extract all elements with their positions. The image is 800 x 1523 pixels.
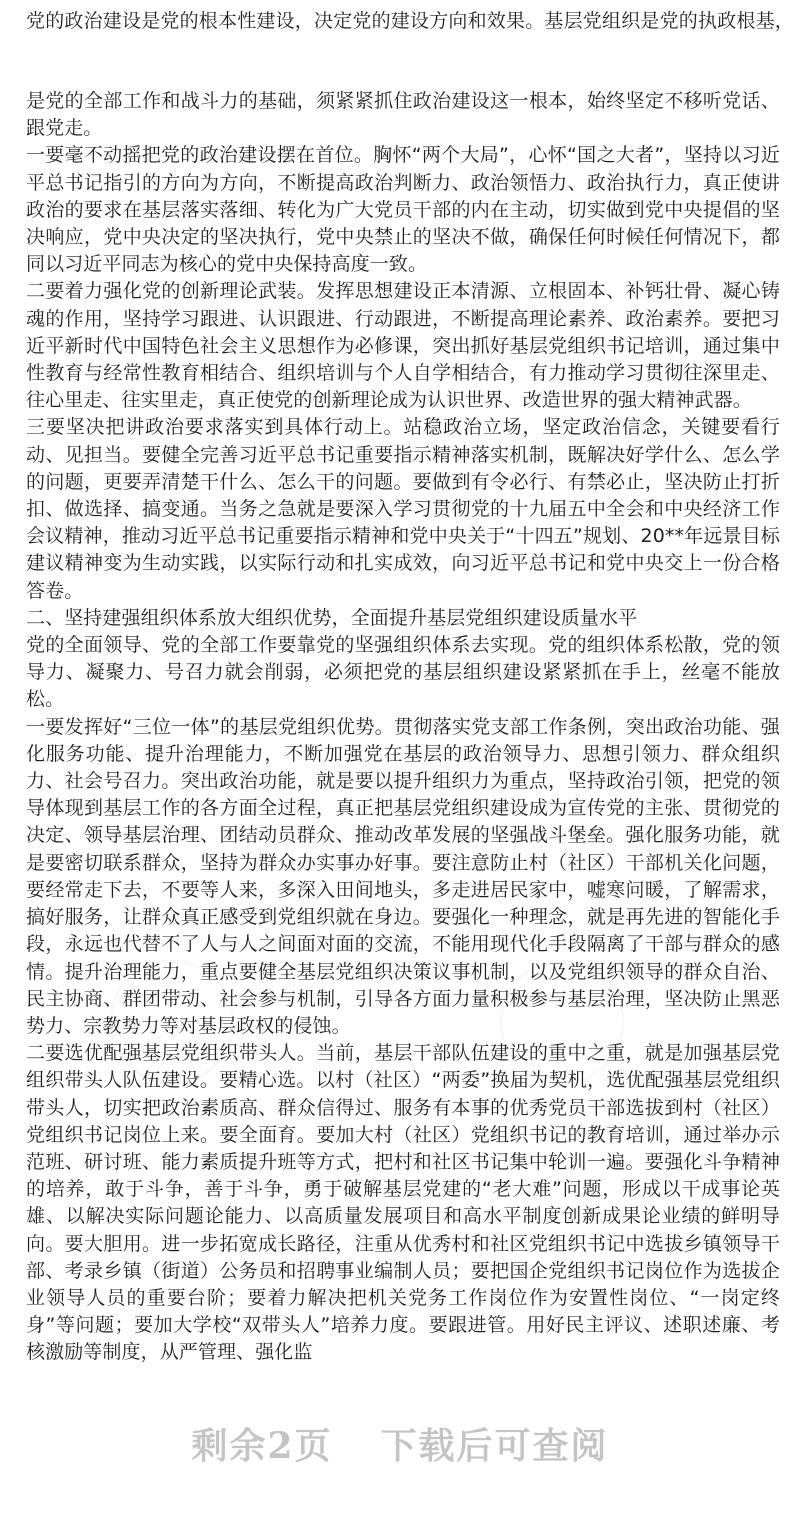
paragraph: 党的全面领导、党的全部工作要靠党的坚强组织体系去实现。党的组织体系松散，党的领导力、凝聚力、号召力就会削弱，必须把党的基层组织建设紧紧抓在手上，丝毫不能放松。 — [26, 634, 780, 711]
paragraph: 二要选优配强基层党组织带头人。当前，基层干部队伍建设的重中之重，就是加强基层党组织带头人队伍建设。要精心选。以村（社区）“两委”换届为契机，选优配强基层党组织带头人，切实把政治素质高、群众信得过、服务有本事的优秀党员干部选拔到村（社区）党组织书记岗位上来。要全面育。要加大村（社区）党组织书记的教育培训，通过举办示范班、研讨班、能力素质提升班等方式，把村和社区书记集中轮训一遍。要强化斗争精神的培养，敢于斗争，善于斗争，勇于破解基层党建的“老大难”问题，形成以干成事论英雄、以解决实际问题论能力、以高质量发展项目和高水平制度创新成果论业绩的鲜明导向。要大胆用。进一步拓宽成长路径，注重从优秀村和社区党组织书记中选拔乡镇领导干部、考录乡镇（街道）公务员和招聘事业编制人员；要把国企党组织书记岗位作为选拔企业领导人员的重要台阶；要着力解决把机关党务工作岗位作为安置性岗位、“一岗定终身”等问题；要加大学校“双带头人”培养力度。要跟进管。用好民主评议、述职述廉、考核激励等制度，从严管理、强化监 — [26, 1042, 780, 1364]
section-heading: 二、坚持建强组织体系放大组织优势，全面提升基层党组织建设质量水平 — [26, 606, 638, 629]
download-to-view-label: 下载后可查阅 — [380, 1425, 609, 1467]
paragraph: 一要发挥好“三位一体”的基层党组织优势。贯彻落实党支部工作条例，突出政治功能、强化服务功能、提升治理能力，不断加强党在基层的政治领导力、思想引领力、群众组织力、社会号召力。突出政治功能，就是要以提升组织力为重点，坚持政治引领，把党的领导体现到基层工作的各方面全过程，真正把基层党组织建设成为宣传党的主张、贯彻党的决定、领导基层治理、团结动员群众、推动改革发展的坚强战斗堡垒。强化服务功能，就是要密切联系群众，坚持为群众办实事办好事。要注意防止村（社区）干部机关化问题，要经常走下去，不要等人来，多深入田间地头，多走进居民家中，嘘寒问暖，了解需求，搞好服务，让群众真正感受到党组织就在身边。要强化一种理念，就是再先进的智能化手段，永远也代替不了人与人之间面对面的交流，不能用现代化手段隔离了干部与群众的感情。提升治理能力，重点要健全基层党组织决策议事机制，以及党组织领导的群众自治、民主协商、群团带动、社会参与机制，引导各方面力量积极参与基层治理，坚决防止黑恶势力、宗教势力等对基层政权的侵蚀。 — [26, 715, 780, 1037]
paragraph: 一要毫不动摇把党的政治建设摆在首位。胸怀“两个大局”，心怀“国之大者”，坚持以习近平总书记指引的方向为方向，不断提高政治判断力、政治领悟力、政治执行力，真正使讲政治的要求在基层落实落细、转化为广大党员干部的内在主动，切实做到党中央提倡的坚决响应，党中央决定的坚决执行，党中央禁止的坚决不做，确保任何时候任何情况下，都同以习近平同志为核心的党中央保持高度一致。 — [26, 144, 780, 276]
paragraph: 是党的全部工作和战斗力的基础，须紧紧抓住政治建设这一根本，始终坚定不移听党话、跟党走。 — [26, 90, 780, 140]
paragraph: 二要着力强化党的创新理论武装。发挥思想建设正本清源、立根固本、补钙壮骨、凝心铸魂的作用，坚持学习跟进、认识跟进、行动跟进，不断提高理论素养、政治素养。要把习近平新时代中国特色社会主义思想作为必修课，突出抓好基层党组织书记培训，通过集中性教育与经常性教育相结合、组织培训与个人自学相结合，有力推动学习贯彻往深里走、往心里走、往实里走，真正使党的创新理论成为认识世界、改造世界的强大精神武器。 — [26, 280, 780, 412]
download-prompt[interactable] — [0, 1418, 800, 1469]
remaining-pages-label: 剩余2页 — [191, 1425, 333, 1467]
cut-off-previous-line — [26, 0, 774, 6]
paragraph: 三要坚决把讲政治要求落实到具体行动上。站稳政治立场，坚定政治信念，关键要看行动、见担当。要健全完善习近平总书记重要指示精神落实机制，既解决好学什么、怎么学的问题，更要弄清楚干什么、怎么干的问题。要做到有令必行、有禁必止，坚决防止打折扣、做选择、搞变通。当务之急就是要深入学习贯彻党的十九届五中全会和中央经济工作会议精神，推动习近平总书记重要指示精神和党中央关于“十四五”规划、20**年远景目标建议精神变为生动实践，以实际行动和扎实成效，向习近平总书记和党中央交上一份合格答卷。 — [26, 416, 780, 602]
document-first-line: 党的政治建设是党的根本性建设，决定党的建设方向和效果。基层党组织是党的执政根基， — [26, 10, 795, 32]
document-body — [26, 88, 780, 1367]
